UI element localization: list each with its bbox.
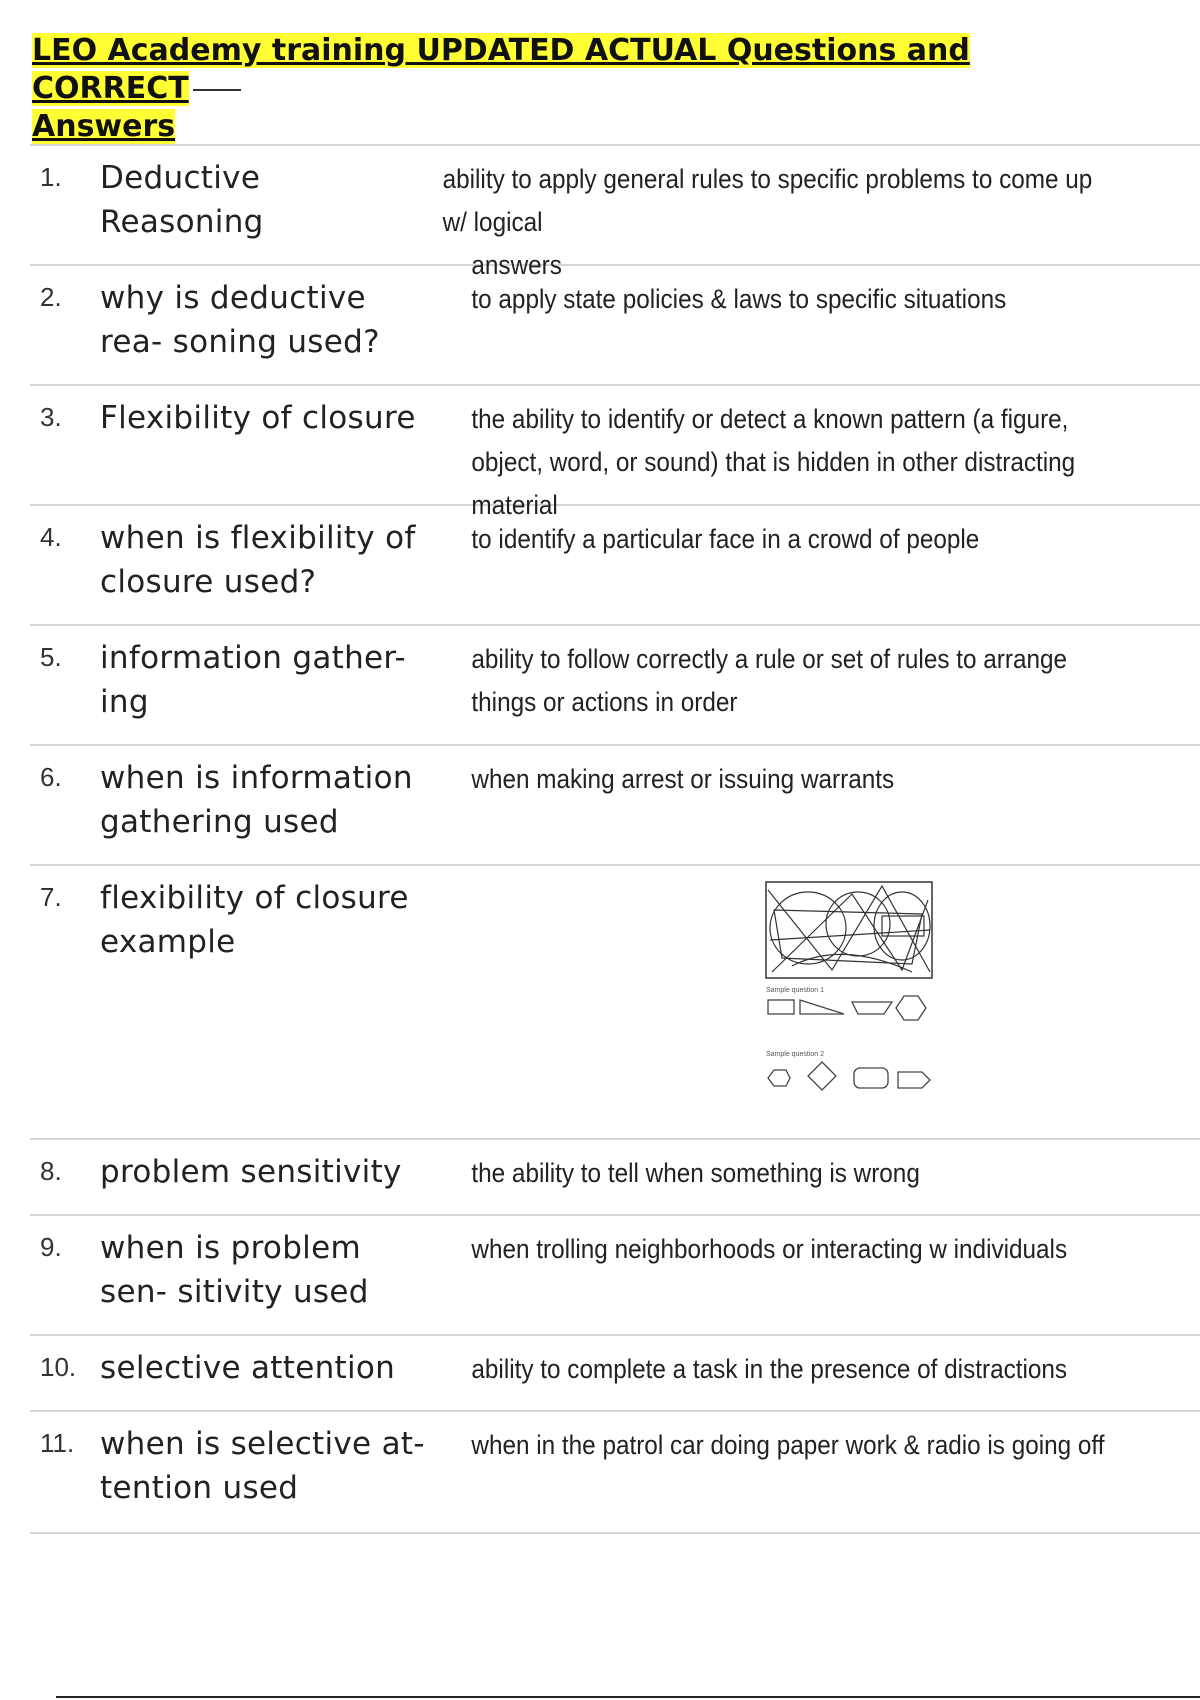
qa-row [30, 1412, 1200, 1534]
item-term: when is information gathering used [100, 760, 413, 840]
item-definition: ability to follow correctly a rule or set of rules to arrange things or actions in order [471, 644, 1068, 717]
qa-row [30, 746, 1200, 866]
closure-example-figure [430, 866, 1200, 1138]
item-term: when is flexibility of closure used? [100, 520, 416, 600]
item-definition: when in the patrol car doing paper work & radio is going off [471, 1430, 1105, 1460]
qa-row [30, 506, 1200, 626]
qa-row [30, 1336, 1200, 1412]
item-number: 4. [40, 522, 62, 552]
item-term: when is selective at- tention used [100, 1426, 425, 1506]
item-term: why is deductive rea- soning used? [100, 280, 380, 360]
document-title [32, 32, 1132, 146]
item-number: 6. [40, 762, 62, 792]
qa-row [30, 1216, 1200, 1336]
item-term: Flexibility of closure [100, 400, 416, 436]
item-definition: ability to complete a task in the presence of distractions [471, 1354, 1068, 1384]
item-number: 8. [40, 1156, 62, 1186]
qa-row [30, 386, 1200, 520]
item-number: 5. [40, 642, 62, 672]
item-definition-line-2: answers [471, 250, 562, 280]
figure-caption-1: Sample question 1 [766, 987, 824, 994]
title-dash [193, 89, 241, 91]
item-term: information gather- ing [100, 640, 406, 720]
item-number: 3. [40, 402, 62, 432]
qa-row [30, 266, 1200, 386]
item-term: selective attention [100, 1350, 396, 1386]
item-number: 2. [40, 282, 62, 312]
item-definition: to identify a particular face in a crowd of people [471, 524, 980, 554]
item-term: flexibility of closure example [100, 880, 409, 960]
item-definition: the ability to tell when something is wrong [471, 1158, 920, 1188]
figure-caption-2: Sample question 2 [766, 1051, 824, 1058]
item-number: 1. [40, 162, 62, 192]
item-definition-line-1: ability to apply general rules to specific problems to come up w/ logical [442, 164, 1093, 237]
item-definition: to apply state policies & laws to specific situations [471, 284, 1007, 314]
title-line-1: LEO Academy training UPDATED ACTUAL Questions and CORRECT [32, 33, 970, 106]
qa-row [30, 146, 1200, 280]
item-number: 7. [40, 882, 62, 912]
item-number: 9. [40, 1232, 62, 1262]
item-term: problem sensitivity [100, 1154, 402, 1190]
qa-row [30, 1140, 1200, 1216]
qa-row [30, 866, 1200, 1140]
item-definition: when trolling neighborhoods or interacting w individuals [471, 1234, 1068, 1264]
item-number: 11. [40, 1428, 75, 1458]
item-term: when is problem sen- sitivity used [100, 1230, 369, 1310]
item-definition: the ability to identify or detect a known pattern (a figure, object, word, or sound) that is hidden in other distracting material [471, 404, 1076, 520]
qa-row [30, 626, 1200, 746]
item-term: Deductive Reasoning [100, 160, 264, 240]
item-definition: when making arrest or issuing warrants [471, 764, 895, 794]
item-number: 10. [40, 1352, 77, 1382]
page-bottom-rule [56, 1696, 1200, 1698]
closure-example-image [762, 880, 942, 1110]
title-line-2: Answers [32, 109, 176, 144]
qa-table [30, 144, 1200, 1534]
item-definition [430, 146, 1123, 280]
